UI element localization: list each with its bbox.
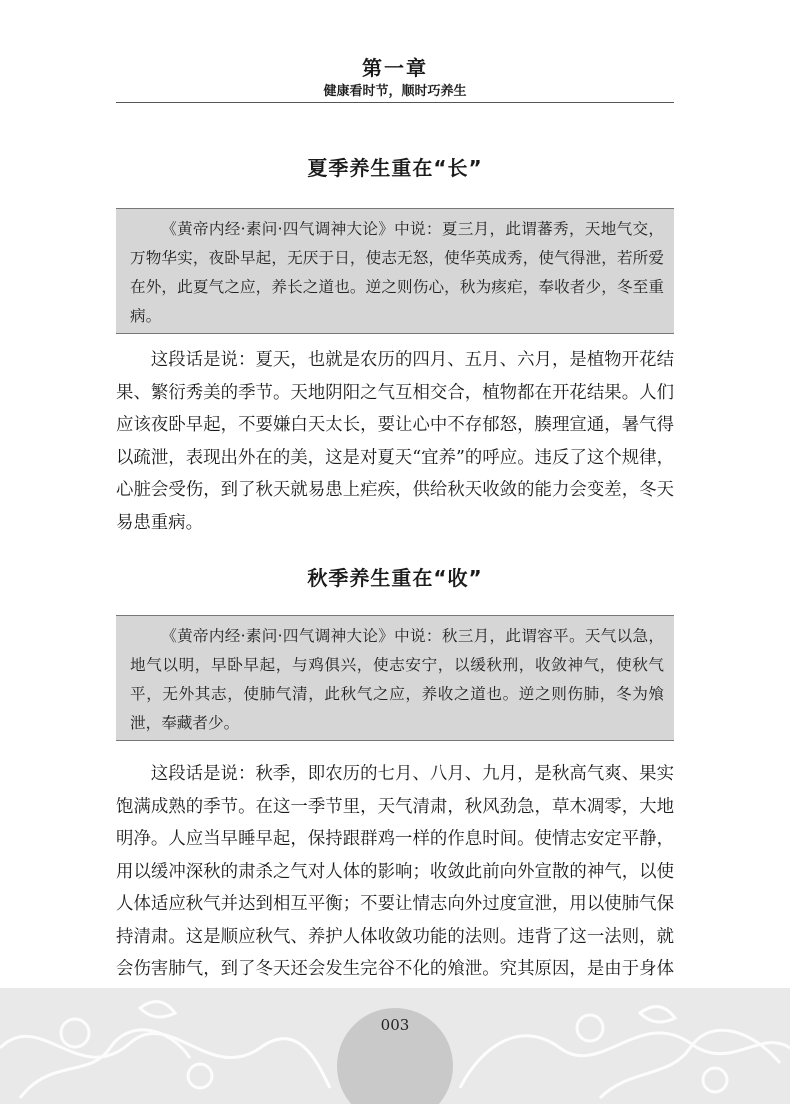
- section-title-summer: 夏季养生重在“长”: [307, 156, 483, 180]
- explanation-paragraph-summer: 这段话是说：夏天，也就是农历的四月、五月、六月，是植物开花结果、繁衍秀美的季节。天地阴阳之气互相交合，植物都在开花结果。人们应该夜卧早起，不要嫌白天太长，要让心中不存郁怒，腠理宣通，暑气得以疏泄，表现出外在的美，这是对夏天“宜养”的呼应。违反了这个规律，心脏会受伤，到了秋天就易患上疟疾，供给秋天收敛的能力会变差，冬天易患重病。: [116, 350, 674, 533]
- classic-quote-summer: 《黄帝内经·素问·四气调神大论》中说：夏三月，此谓蕃秀，天地气交，万物华实，夜卧早起，无厌于日，使志无怒，使华英成秀，使气得泄，若所爱在外，此夏气之应，养长之道也。逆之则伤心，秋为痎疟，奉收者少，冬至重病。: [116, 208, 674, 334]
- classic-quote-autumn: 《黄帝内经·素问·四气调神大论》中说：秋三月，此谓容平。天气以急，地气以明，早卧早起，与鸡俱兴，使志安宁，以缓秋刑，收敛神气，使秋气平，无外其志，使肺气清，此秋气之应，养收之道也。逆之则伤肺，冬为飧泄，奉藏者少。: [116, 615, 674, 741]
- footer-ornament: [0, 988, 790, 1104]
- header-divider: [116, 102, 674, 103]
- page-number: 003: [380, 1016, 410, 1034]
- chapter-title: 第一章: [362, 56, 428, 80]
- section-title-autumn: 秋季养生重在“收”: [307, 566, 483, 590]
- chapter-subtitle: 健康看时节，顺时巧养生: [323, 84, 467, 99]
- explanation-paragraph-autumn: 这段话是说：秋季，即农历的七月、八月、九月，是秋高气爽、果实饱满成熟的季节。在这一季节里，天气清肃，秋风劲急，草木凋零，大地明净。人应当早睡早起，保持跟群鸡一样的作息时间。使情志安定平静，用以缓冲深秋的肃杀之气对人体的影响；收敛此前向外宣散的神气，以使人体适应秋气并达到相互平衡；不要让情志向外过度宣泄，用以使肺气保持清肃。这是顺应秋气、养护人体收敛功能的法则。违背了这一法则，就会伤害肺气，到了冬天还会发生完谷不化的飧泄。究其原因，是由于身体: [116, 764, 674, 979]
- floral-pattern-icon: [0, 988, 790, 1104]
